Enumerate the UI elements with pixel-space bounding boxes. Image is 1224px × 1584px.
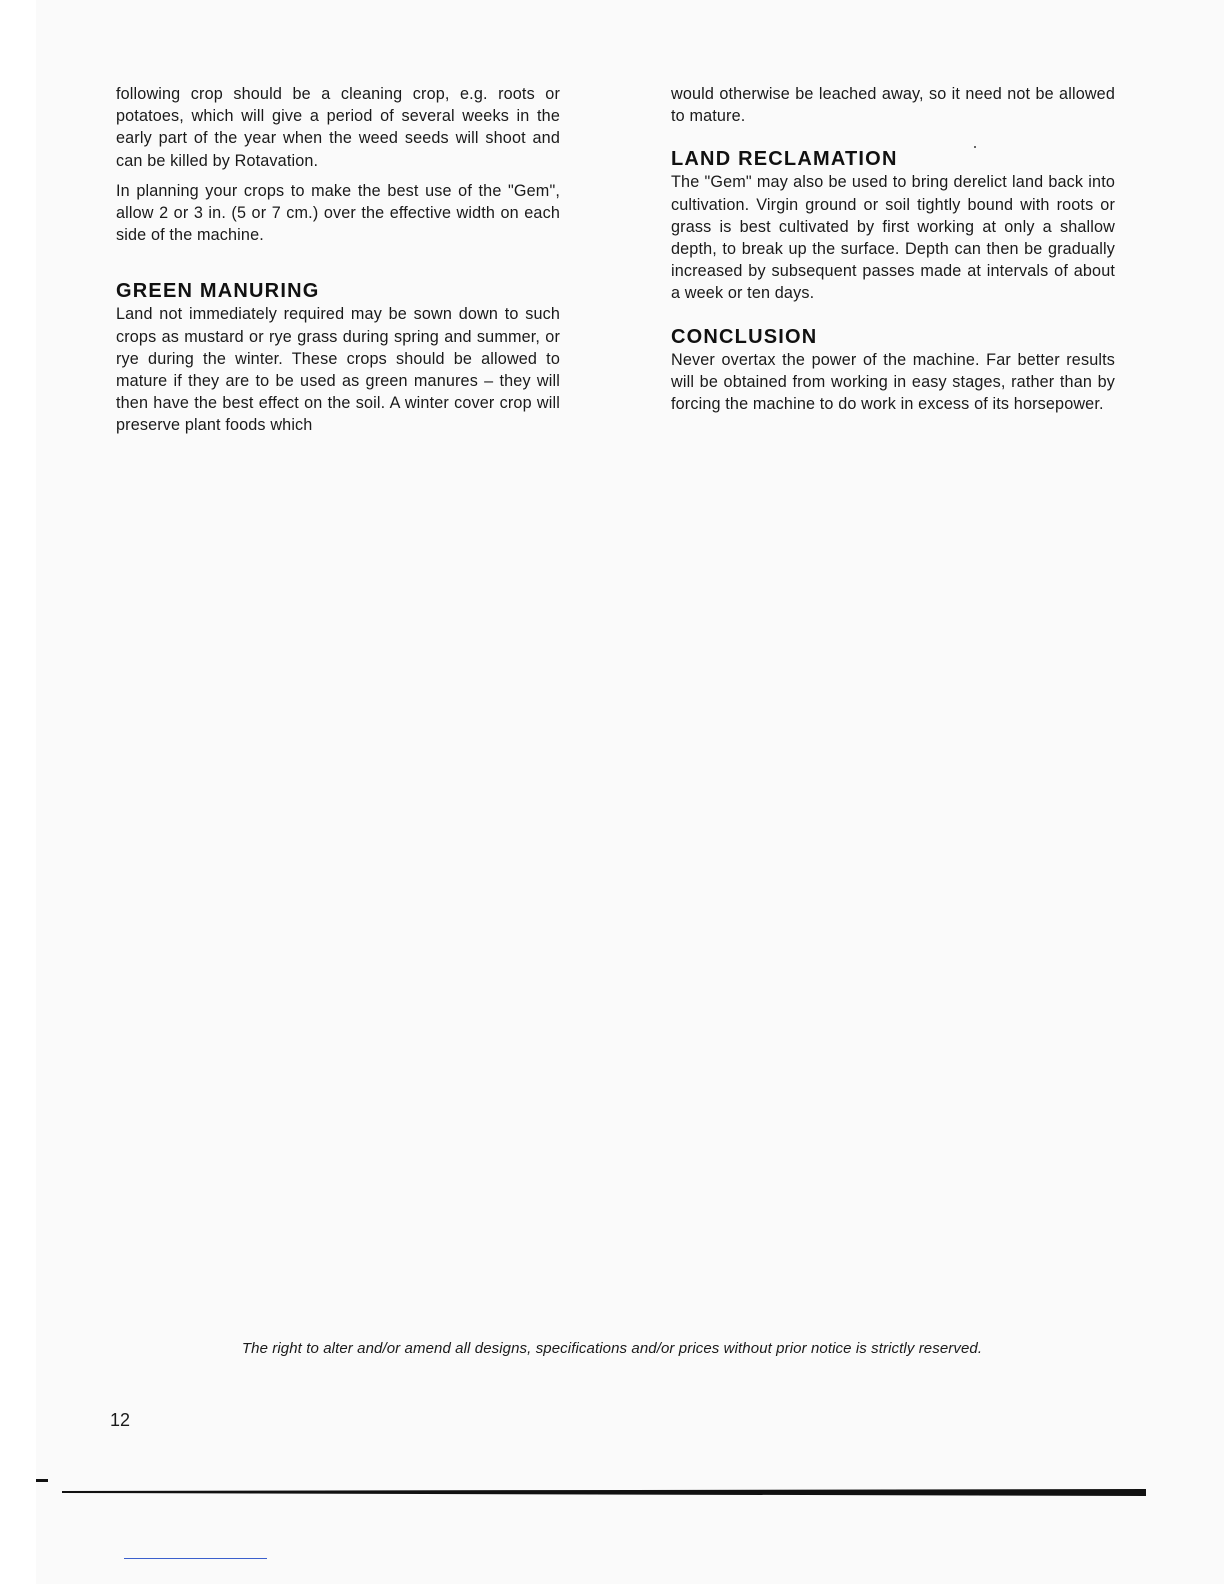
paragraph-land-reclamation: The "Gem" may also be used to bring derelict land back into cultivation. Virgin ground or soil tightly bound with roots or grass is best cultivated by first working at only a shallow depth, to break up the surface. Depth can then be gradually increased by subsequent passes made at intervals of about a week or ten days. (671, 173, 1115, 303)
bottom-link-underline (124, 1558, 267, 1559)
margin-tick-mark (36, 1479, 48, 1482)
paragraph-cleaning-crop: following crop should be a cleaning crop, e.g. roots or potatoes, which will give a period of several weeks in the early part of the year when the weed seeds will shoot and can be killed by Rotavation. (116, 85, 560, 170)
page-number: 12 (110, 1410, 131, 1430)
heading-land-reclamation: LAND RECLAMATION (671, 148, 898, 171)
scan-speck (974, 146, 976, 148)
left-column (116, 83, 560, 437)
right-column (671, 83, 1115, 415)
footer-disclaimer: The right to alter and/or amend all designs, specifications and/or prices without prior notice is strictly reserved. (241, 1340, 983, 1357)
paragraph-leached-away: would otherwise be leached away, so it need not be allowed to mature. (671, 85, 1115, 126)
paragraph-planning-crops: In planning your crops to make the best use of the "Gem", allow 2 or 3 in. (5 or 7 cm.) over the effective width on each side of the machine. (116, 181, 560, 245)
bottom-rule (62, 1489, 1146, 1496)
heading-conclusion: CONCLUSION (671, 325, 818, 348)
paragraph-green-manuring: Land not immediately required may be sown down to such crops as mustard or rye grass during spring and summer, or rye during the winter. These crops should be allowed to mature if they are to be used as green manures – they will then have the best effect on the soil. A winter cover crop will preserve plant foods which (116, 305, 560, 435)
heading-green-manuring: GREEN MANURING (116, 280, 320, 303)
paragraph-conclusion: Never overtax the power of the machine. Far better results will be obtained from working in easy stages, rather than by forcing the machine to do work in excess of its horsepower. (671, 350, 1115, 414)
